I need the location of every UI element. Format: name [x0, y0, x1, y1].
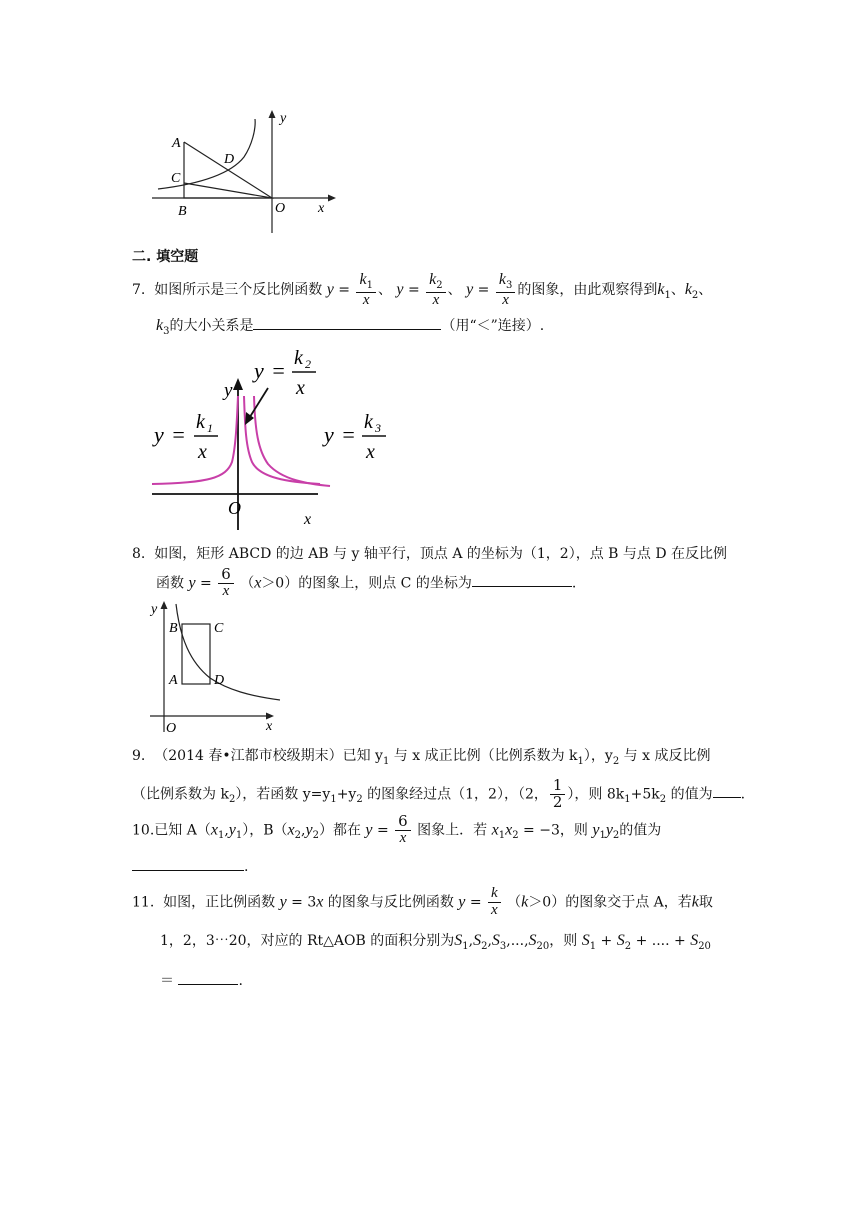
- q9-text-9: ），则 8k: [567, 786, 625, 803]
- fig8-O-label: O: [166, 721, 177, 736]
- q7-frac-k2: $\frac{k_2}{x}$: [426, 272, 445, 308]
- fig8-diagram: [146, 598, 286, 736]
- fig7-k2-label: k: [294, 347, 303, 369]
- q10-text-6: 的值为: [619, 822, 662, 839]
- fig8-C-label: C: [214, 621, 224, 636]
- q8-text-1: 如图，矩形 ABCD 的边 AB 与 y 轴平行，顶点 A 的坐标为（1，2），点 B 与点 D 在反比例: [154, 546, 728, 562]
- svg-text:=: =: [341, 422, 356, 447]
- fig8-x-label: x: [266, 719, 273, 734]
- fig7-k3-sub: 3: [375, 421, 381, 435]
- fig8-y-label: y: [151, 602, 158, 617]
- fig8-D-label: D: [214, 673, 225, 688]
- q11-number: 11.: [132, 894, 155, 911]
- q8-text-5: .: [571, 575, 577, 592]
- q11-text-1: 如图，正比例函数: [163, 894, 276, 911]
- q10-text-7: .: [244, 859, 249, 875]
- q8-line2: 函数 y = $\frac{6}{x}$ （x＞0）的图象上，则点 C 的坐标为 .: [156, 565, 577, 599]
- section-title: 二. 填空题: [132, 249, 199, 265]
- q10-text-5: ，则: [559, 822, 588, 839]
- fig6-A-label: A: [172, 136, 181, 151]
- q10-line1: 10.已知 $A(x_1,y_1)$，$B(x_2,y_2)$都在 y = $\frac{6}{x}$ 图象上．若 $x_1x_2 = -3$，则 $y_1y_2$的值为: [132, 812, 662, 846]
- q8-line1: [132, 543, 727, 563]
- q11-line1: 11. 如图，正比例函数 y = 3x 的图象与反比例函数 y = $\frac{k}{x}$ （k＞0）的图象交于点 A，若k取: [132, 885, 713, 918]
- svg-text:=: =: [171, 422, 186, 447]
- q7-text-1: 如图所示是三个反比例函数: [154, 282, 323, 299]
- q8-answer-blank[interactable]: [472, 574, 572, 587]
- q9-text-1: （2014 春•江都市校级期末）已知 y: [154, 748, 383, 764]
- q9-text-5: （比例系数为 k: [132, 786, 229, 803]
- fig7-k2-sub: 2: [305, 357, 311, 371]
- q7-text-4: （用“＜”连接）.: [441, 318, 545, 334]
- q10-text-2: ），B（: [242, 822, 288, 839]
- q9-text-7: +y: [336, 786, 357, 803]
- q11-text-5: 取: [698, 894, 713, 911]
- q10-text-3: ）都在: [318, 822, 361, 839]
- fig7-O-label: O: [228, 498, 241, 518]
- q7-line1: 7. 如图所示是三个反比例函数 y = $\frac{k_1}{x}$ 、 y = $\frac{k_2}{x}$ 、 y = $\frac{k_3}{x}$ 的图象，由此观察得到$k_1$、$k_2$、: [132, 271, 713, 308]
- q8-text-3: （: [240, 575, 255, 592]
- q10-answer-blank[interactable]: [132, 858, 244, 871]
- fig8-A-label: A: [169, 673, 178, 688]
- q9-text-4: 与 x 成反比例: [619, 748, 711, 764]
- fig7-k1-sub: 1: [207, 421, 213, 435]
- q10-line2: [132, 858, 248, 875]
- q11-answer-blank[interactable]: [178, 972, 238, 985]
- fig6-B-label: B: [178, 204, 187, 219]
- q9-text-6: ），若函数 y=y: [235, 786, 331, 803]
- q7-sep-3: 、: [670, 282, 685, 299]
- svg-text:=: =: [271, 358, 286, 383]
- q7-sep-1: 、: [377, 282, 392, 299]
- q9-answer-blank[interactable]: [713, 785, 741, 798]
- q8-text-4: ＞0）的图象上，则点 C 的坐标为: [261, 575, 472, 592]
- fig7-k1-label: k: [196, 411, 205, 433]
- q11-text-7: ，则: [549, 933, 578, 949]
- fig8-B-label: B: [169, 621, 178, 636]
- q8-frac: $\frac{6}{x}$: [218, 567, 234, 600]
- q7-number: 7.: [132, 282, 146, 299]
- q11-line3: [160, 970, 243, 990]
- svg-text:y: y: [254, 358, 264, 383]
- q9-line1: 9. （2014 春•江都市校级期末）已知 $y_1$ 与 x 成正比例（比例系数为 $k_1$），$y_2$ 与 x 成反比例: [132, 748, 711, 767]
- q7-text-2: 的图象，由此观察得到: [517, 282, 658, 299]
- q8-text-2: 函数: [156, 575, 184, 592]
- q11-text-6: 1，2，3⋯20，对应的 Rt△AOB 的面积分别为: [160, 933, 455, 949]
- q11-text-8: ＝: [160, 973, 174, 989]
- q7-line2: $k_3$的大小关系是 （用“＜”连接）.: [156, 317, 545, 337]
- svg-text:x: x: [366, 441, 375, 463]
- q11-frac: $\frac{k}{x}$: [488, 886, 501, 919]
- svg-text:y: y: [154, 422, 164, 447]
- fig6-O-label: O: [275, 201, 286, 216]
- fig6-C-label: C: [171, 171, 181, 186]
- q9-line2: （比例系数为 $k_2$），若函数 $y=y_1+y_2$ 的图象经过点（1，2），（2， $\frac{1}{2}$ ），则 $8k_1+5k_2$ 的值为 .: [132, 776, 746, 811]
- q11-text-2: 的图象与反比例函数: [327, 894, 454, 911]
- fig7-diagram: [148, 338, 398, 536]
- fig7-y-label: y: [224, 380, 233, 401]
- q8-number: 8.: [132, 546, 146, 562]
- q9-text-12: .: [740, 786, 746, 803]
- q9-text-10: +5k: [630, 786, 660, 803]
- fig6-D-label: D: [224, 152, 235, 167]
- q10-text-1: 已知 A（: [154, 822, 211, 839]
- q7-sep-4: 、: [698, 282, 713, 299]
- q10-number: 10.: [132, 822, 155, 839]
- q11-text-9: .: [238, 973, 243, 989]
- fig6-x-label: x: [318, 201, 325, 216]
- q11-line2: 1，2，3⋯20，对应的 Rt△AOB 的面积分别为$S_1,S_2,S_3,...,S_{20}$，则 $S_1 + S_2$ + .... + $S_{20}$: [160, 932, 711, 952]
- q9-text-8: 的图象经过点（1，2），（2，: [362, 786, 548, 803]
- q11-text-3: （: [507, 894, 522, 911]
- q9-text-2: 与 x 成正比例（比例系数为 k: [389, 748, 578, 764]
- fig6-diagram: [148, 105, 348, 235]
- q7-frac-k3: $\frac{k_3}{x}$: [496, 272, 515, 308]
- fig7-k3-label: k: [364, 411, 373, 433]
- q11-text-4: ＞0）的图象交于点 A，若: [528, 894, 692, 911]
- svg-text:x: x: [296, 377, 305, 399]
- q7-text-3: 的大小关系是: [169, 318, 254, 334]
- q10-text-4: 图象上．若: [417, 822, 488, 839]
- q9-number: 9.: [132, 748, 146, 764]
- svg-text:y: y: [324, 422, 334, 447]
- q7-answer-blank[interactable]: [253, 317, 441, 330]
- q9-text-11: 的值为: [666, 786, 713, 803]
- q7-sep-2: 、: [447, 282, 462, 299]
- q7-frac-k1: $\frac{k_1}{x}$: [356, 272, 375, 308]
- q10-frac: $\frac{6}{x}$: [395, 814, 411, 847]
- fig6-y-label: y: [280, 111, 287, 126]
- q9-frac-half: $\frac{1}{2}$: [550, 778, 566, 811]
- q9-text-3: ），y: [583, 748, 613, 764]
- svg-text:x: x: [198, 441, 207, 463]
- fig7-x-label: x: [304, 511, 312, 528]
